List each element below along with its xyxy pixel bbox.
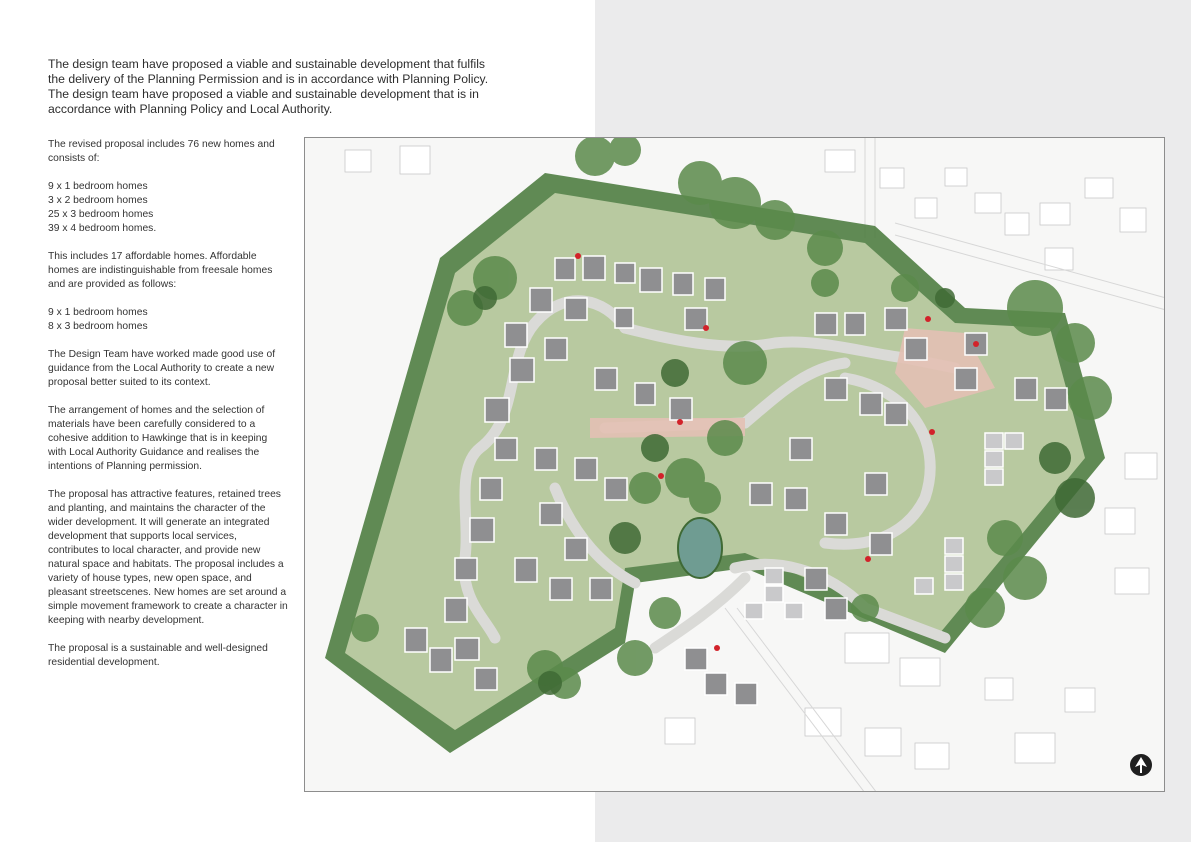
paragraph: The arrangement of homes and the selection of materials have been carefully considered to a cohesive addition to Hawkinge that is in keeping with Local Authority Guidance and realises the intentions of Planning permission. [48,405,268,472]
intro-line: accordance with Planning Policy and Local Authority. [48,102,333,116]
list-item: 3 x 2 bedroom homes [48,195,148,206]
body-copy [48,138,288,684]
list-item: 9 x 1 bedroom homes [48,181,148,192]
paragraph: The proposal is a sustainable and well-designed residential development. [48,643,268,668]
home-mix-list [48,180,288,236]
paragraph: This includes 17 affordable homes. Affordable homes are indistinguishable from freesale homes and are provided as follows: [48,251,273,290]
affordable-mix-list [48,306,288,334]
intro-line: the delivery of the Planning Permission and is in accordance with Planning Policy. [48,72,489,86]
list-item: 8 x 3 bedroom homes [48,321,148,332]
list-item: 39 x 4 bedroom homes. [48,223,157,234]
list-item: 9 x 1 bedroom homes [48,307,148,318]
intro-heading [48,57,568,117]
paragraph: The proposal has attractive features, retained trees and planting, and maintains the character of the wider development. It will generate an integrated development that supports local services, contributes to local character, and provide new natural space and habitats. The proposal includes a variety of house types, new open space, and pleasant streetscenes. New homes are set around a simple movement framework to create a character in keeping with nearby development. [48,489,288,626]
list-item: 25 x 3 bedroom homes [48,209,154,220]
paragraph: The Design Team have worked made good use of guidance from the Local Authority to create a new proposal better suited to its context. [48,349,276,388]
site-plan [304,137,1165,792]
paragraph: The revised proposal includes 76 new homes and consists of: [48,139,275,164]
intro-line: The design team have proposed a viable and sustainable development that fulfils [48,57,486,71]
pond [678,518,722,578]
intro-line: The design team have proposed a viable and sustainable development that is in [48,87,479,101]
north-arrow-icon [1130,754,1152,776]
